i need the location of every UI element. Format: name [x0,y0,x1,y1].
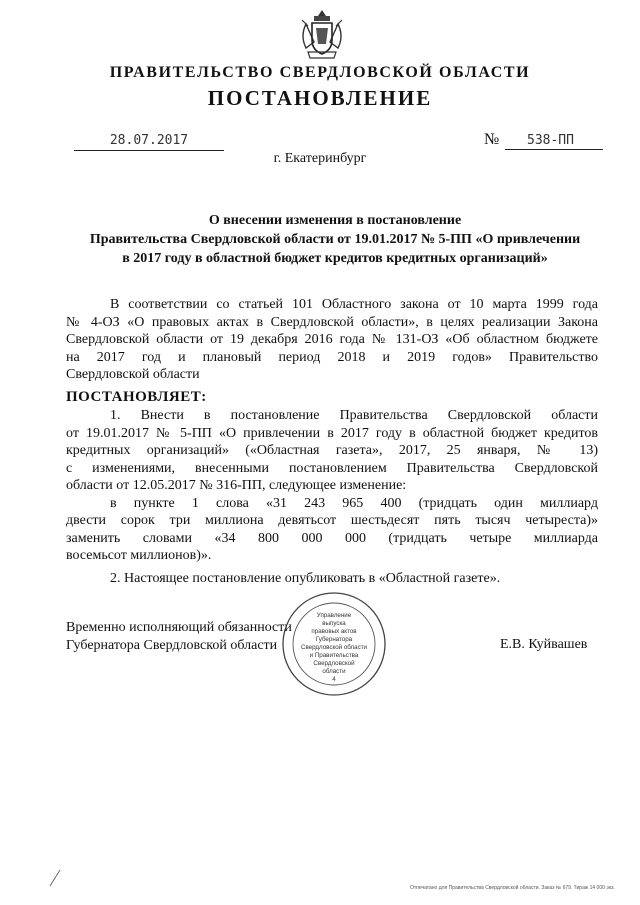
resolves-label: ПОСТАНОВЛЯЕТ: [66,389,207,405]
text-line: на 2017 год и плановый период 2018 и 2019 годов» Правительство [66,349,598,365]
stamp-text: Свердловской области [300,644,368,651]
print-footnote: Отпечатано для Правительства Свердловской области. Заказ № 679. Тираж 14 000 экз. [410,885,615,891]
text-line: кредитных организаций» («Областная газета», 2017, 25 января, № 13) [66,443,598,458]
stamp-text: 4 [332,676,336,683]
stamp-text: Управление [316,612,352,619]
text-line: с изменениями, внесенными постановлением Правительства Свердловской [66,460,598,476]
text-line: двести сорок три миллиона девятьсот шестьдесят пять тысяч четыреста)» [66,513,598,528]
official-stamp-icon [280,590,388,698]
document-date: 28.07.2017 [74,133,224,151]
text-line: № 4-ОЗ «О правовых актах в Свердловской области», в целях реализации Закона [66,314,598,330]
government-title: ПРАВИТЕЛЬСТВО СВЕРДЛОВСКОЙ ОБЛАСТИ [109,64,531,81]
pen-mark-icon [48,868,62,888]
text-line: 2. Настоящее постановление опубликовать в «Областной газете». [110,571,501,586]
paragraph-preamble [66,296,598,384]
heading-line: Правительства Свердловской области от 19.01.2017 № 5-ПП «О привлечении [89,232,581,247]
stamp-text: Свердловской [313,660,355,667]
text-line: Свердловской области от 19 декабря 2016 года № 131-ОЗ «Об областном бюджете [66,332,598,347]
text-line: области от 12.05.2017 № 316-ПП, следующее изменение: [66,478,407,493]
signatory-name: Е.В. Куйвашев [500,637,588,652]
text-line: 1. Внести в постановление Правительства Свердловской области [110,408,598,423]
stamp-text: выпуска [322,620,346,627]
signatory-line: Губернатора Свердловской области [66,638,278,653]
stamp-text: и Правительства [309,652,359,659]
number-sign: № [484,131,500,148]
text-line: в пункте 1 слова «31 243 965 400 (тридцать один миллиард [110,495,598,511]
stamp-text: области [322,668,346,675]
text-line: Свердловской области [66,367,200,382]
paragraph-item-2 [66,570,598,588]
signatory-line: Временно исполняющий обязанности [66,620,292,635]
text-line: заменить словами «34 800 000 000 (тридцать четыре миллиарда [66,530,598,546]
paragraph-item-1 [66,407,598,565]
document-number: 538-ПП [505,133,603,150]
text-line: от 19.01.2017 № 5-ПП «О привлечении в 2017 году в областной бюджет кредитов [66,425,598,441]
text-line: восемьсот миллионов)». [66,548,212,563]
city: г. Екатеринбург [273,151,367,166]
document-type: ПОСТАНОВЛЕНИЕ [207,86,433,110]
heading-line: О внесении изменения в постановление [208,213,462,228]
text-line: В соответствии со статьей 101 Областного закона от 10 марта 1999 года [110,297,598,312]
stamp-text: Губернатора [315,636,353,643]
document-heading [70,211,600,268]
heading-line: в 2017 году в областной бюджет кредитов кредитных организаций» [122,251,548,266]
stamp-text: правовых актов [311,628,357,635]
coat-of-arms-icon [296,6,348,62]
